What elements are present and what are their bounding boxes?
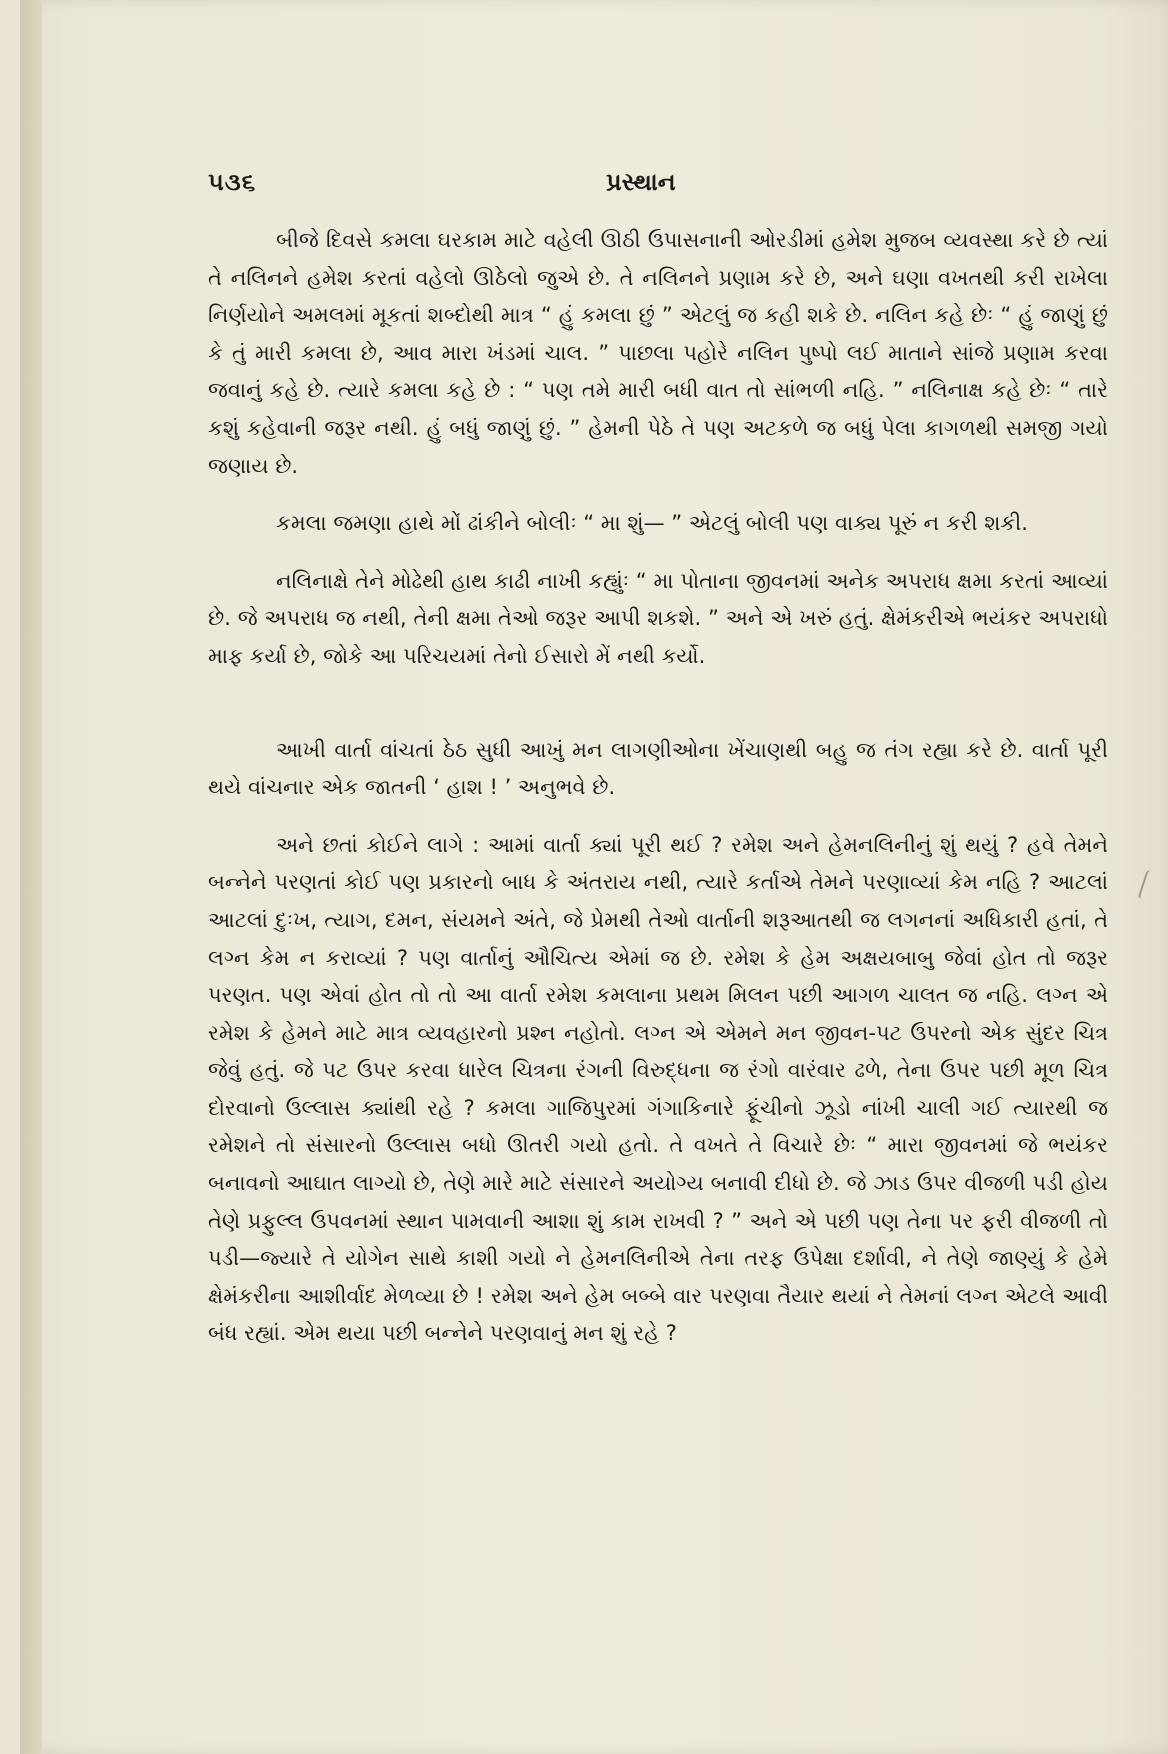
running-title: પ્રસ્થાન	[606, 168, 676, 196]
page-header	[208, 168, 1108, 208]
paragraph-3: નલિનાક્ષે તેને મોઢેથી હાથ કાઢી નાખી કહ્યુંઃ “ મા પોતાના જીવનમાં અનેક અપરાધ ક્ષમા કરતાં આવ્યાં છે. જે અપરાધ જ નથી, તેની ક્ષમા તેઓ જરૂર આપી શકશે. ” અને એ ખરું હતું. ક્ષેમંકરીએ ભયંકર અપરાધો માફ કર્યા છે, જોકે આ પરિચયમાં તેનો ઈસારો મેં નથી કર્યો.	[208, 568, 1108, 668]
paragraph-4: આખી વાર્તા વાંચતાં ઠેઠ સુધી આખું મન લાગણીઓના ખેંચાણથી બહુ જ તંગ રહ્યા કરે છે. વાર્તા પૂરી થયે વાંચનાર એક જાતની ‘ હાશ ! ’ અનુભવે છે.	[208, 737, 1108, 800]
body-text	[208, 222, 1108, 1353]
paragraph-2: કમલા જમણા હાથે મોં ઢાંકીને બોલીઃ “ મા શું— ” એટલું બોલી પણ વાક્ય પૂરું ન કરી શકી.	[276, 511, 1028, 536]
paragraph-1: બીજે દિવસે કમલા ઘરકામ માટે વહેલી ઊઠી ઉપાસનાની ઓરડીમાં હમેશ મુજબ વ્યવસ્થા કરે છે ત્યાં તે નલિનને હમેશ કરતાં વહેલો ઊઠેલો જુએ છે. તે નલિનને પ્રણામ કરે છે, અને ઘણા વખતથી કરી રાખેલા નિર્ણયોને અમલમાં મૂકતાં શબ્દોથી માત્ર “ હું કમલા છું ” એટલું જ કહી શકે છે. નલિન કહે છેઃ “ હું જાણું છું કે તું મારી કમલા છે, આવ મારા ખંડમાં ચાલ. ” પાછલા પહોરે નલિન પુષ્પો લઈ માતાને સાંજે પ્રણામ કરવા જવાનું કહે છે. ત્યારે કમલા કહે છે : “ પણ તમે મારી બધી વાત તો સાંભળી નહિ. ” નલિનાક્ષ કહે છેઃ “ તારે કશું કહેવાની જરૂર નથી. હું બધું જાણું છું. ” હેમની પેઠે તે પણ અટકળે જ બધું પેલા કાગળથી સમજી ગયો જણાય છે.	[208, 228, 1108, 478]
book-page	[20, 0, 1168, 1754]
page-gutter	[20, 0, 42, 1754]
page-number: ૫૩૬	[208, 168, 257, 196]
margin-pencil-mark	[1138, 869, 1155, 900]
paragraph-5: અને છતાં કોઈને લાગે : આમાં વાર્તા ક્યાં પૂરી થઈ ? રમેશ અને હેમનલિનીનું શું થયું ? હવે તેમને બન્નેને પરણતાં કોઈ પણ પ્રકારનો બાધ કે અંતરાય નથી, ત્યારે કર્તાએ તેમને પરણાવ્યાં કેમ નહિ ? આટલાં આટલાં દુઃખ, ત્યાગ, દમન, સંયમને અંતે, જે પ્રેમથી તેઓ વાર્તાની શરૂઆતથી જ લગનનાં અધિકારી હતાં, તે લગ્ન કેમ ન કરાવ્યાં ? પણ વાર્તાનું ઔચિત્ય એમાં જ છે. રમેશ કે હેમ અક્ષયબાબુ જેવાં હોત તો જરૂર પરણત. પણ એવાં હોત તો તો આ વાર્તા રમેશ કમલાના પ્રથમ મિલન પછી આગળ ચાલત જ નહિ. લગ્ન એ રમેશ કે હેમને માટે માત્ર વ્યવહારનો પ્રશ્ન નહોતો. લગ્ન એ એમને મન જીવન-પટ ઉપરનો એક સુંદર ચિત્ર જેવું હતું. જે પટ ઉપર કરવા ધારેલ ચિત્રના રંગની વિરુદ્ધના જ રંગો વારંવાર ઢળે, તેના ઉપર પછી મૂળ ચિત્ર દોરવાનો ઉલ્લાસ ક્યાંથી રહે ? કમલા ગાજિપુરમાં ગંગાકિનારે ફૂંચીનો ઝૂડો નાંખી ચાલી ગઈ ત્યારથી જ રમેશને તો સંસારનો ઉલ્લાસ બધો ઊતરી ગયો હતો. તે વખતે તે વિચારે છેઃ “ મારા જીવનમાં જે ભયંકર બનાવનો આઘાત લાગ્યો છે, તેણે મારે માટે સંસારને અયોગ્ય બનાવી દીધો છે. જે ઝાડ ઉપર વીજળી પડી હોય તેણે પ્રફુલ્લ ઉપવનમાં સ્થાન પામવાની આશા શું કામ રાખવી ? ” અને એ પછી પણ તેના પર ફરી વીજળી તો પડી—જ્યારે તે યોગેન સાથે કાશી ગયો ને હેમનલિનીએ તેના તરફ ઉપેક્ષા દર્શાવી, ને તેણે જાણ્યું કે હેમે ક્ષેમંકરીના આશીર્વાદ મેળવ્યા છે ! રમેશ અને હેમ બબ્બે વાર પરણવા તૈયાર થયાં ને તેમનાં લગ્ન એટલે આવી બંધ રહ્યાં. એમ થયા પછી બન્નેને પરણવાનું મન શું રહે ?	[208, 832, 1108, 1346]
